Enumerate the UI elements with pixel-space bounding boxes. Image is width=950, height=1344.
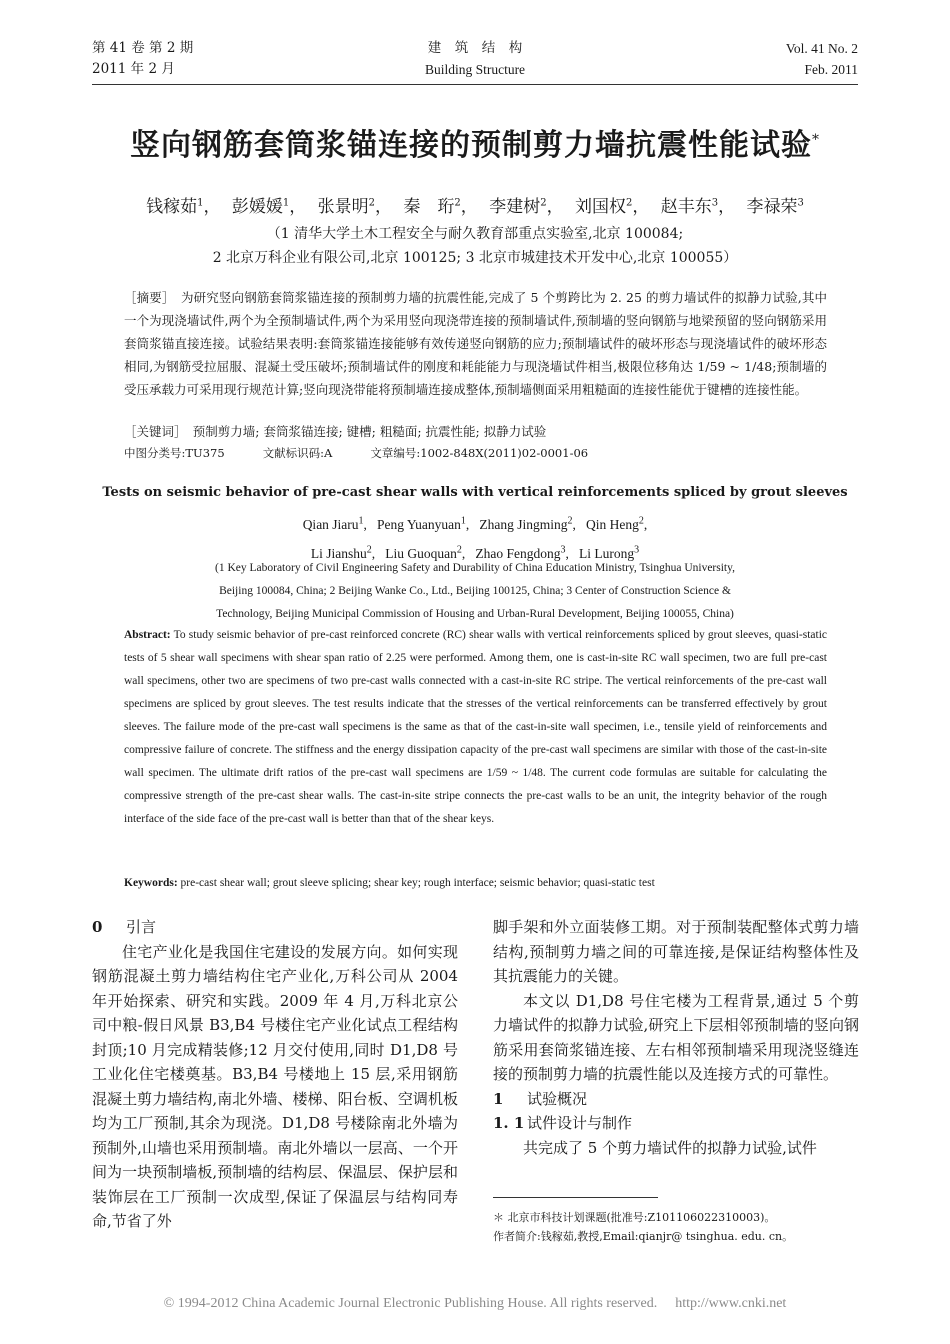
- author-en: Zhao Fengdong$^3$,: [475, 544, 576, 561]
- abstract-cn-label: ［摘要］: [124, 290, 169, 305]
- keywords-en-text: pre-cast shear wall; grout sleeve splicing; shear key; rough interface; seismic behavior; quasi-static test: [180, 877, 655, 889]
- classification-line: [124, 445, 626, 461]
- author-en: Qian Jiaru$^1$,: [302, 515, 374, 532]
- body-paragraph: 脚手架和外立面装修工期。对于预制装配整体式剪力墙结构,预制剪力墙之间的可靠连接,是保证结构整体性及其抗震能力的关键。: [493, 918, 859, 985]
- copyright-text: © 1994-2012 China Academic Journal Electronic Publishing House. All rights reserved.: [163, 1296, 658, 1311]
- section-number: 1: [493, 1089, 504, 1108]
- author-cn: 李禄荣$^3$: [746, 197, 804, 217]
- keywords-cn-text: 预制剪力墙; 套筒浆锚连接; 键槽; 粗糙面; 抗震性能; 拟静力试验: [192, 424, 547, 439]
- author-en: Zhang Jingming$^2$,: [479, 515, 583, 532]
- keywords-en-label: Keywords:: [124, 877, 178, 889]
- author-cn: 彭媛媛$^1$，: [231, 197, 307, 217]
- section-heading: [92, 915, 458, 940]
- author-cn: 李建树$^2$，: [489, 197, 564, 217]
- header-rule: [92, 84, 858, 85]
- author-cn: 赵丰东$^3$，: [660, 197, 736, 217]
- abstract-cn: [124, 286, 827, 401]
- subsection-title: 试件设计与制作: [527, 1114, 633, 1132]
- paper-title-en: Tests on seismic behavior of pre-cast shear walls with vertical reinforcements spliced by grout sleeves: [102, 485, 848, 500]
- author-en: Li Lurong$^3$: [579, 544, 640, 561]
- keywords-cn: [124, 422, 546, 440]
- volume-issue-en: Vol. 41 No. 2: [785, 41, 858, 56]
- paper-title-text: 竖向钢筋套筒浆锚连接的预制剪力墙抗震性能试验: [130, 128, 812, 163]
- keywords-en: [124, 877, 655, 889]
- article-number: 文章编号:1002-848X(2011)02-0001-06: [370, 446, 589, 460]
- section-title: 引言: [126, 918, 157, 936]
- author-en: Liu Guoquan$^2$,: [385, 544, 472, 561]
- journal-name-cn: 建 筑 结 构: [427, 40, 523, 56]
- title-footnote-mark: *: [812, 132, 820, 148]
- document-code: 文献标识码:A: [262, 446, 333, 460]
- footnote-fund: ＊ 北京市科技计划课题(批准号:Z101106022310003)。: [493, 1211, 776, 1224]
- volume-issue-cn: 第 41 卷 第 2 期: [92, 40, 194, 56]
- body-paragraph: 共完成了 5 个剪力墙试件的拟静力试验,试件: [523, 1138, 817, 1157]
- paper-title: [0, 120, 950, 164]
- authors-cn: [0, 192, 950, 217]
- date-cn: 2011 年 2 月: [92, 61, 175, 77]
- author-en: Peng Yuanyuan$^1$,: [377, 515, 477, 532]
- body-paragraph: 本文以 D1,D8 号住宅楼为工程背景,通过 5 个剪力墙试件的拟静力试验,研究上下层相邻预制墙的竖向钢筋采用套筒浆锚连接、左右相邻预制墙采用现浇竖缝连接的预制剪力墙的抗震性能以及连接方式的可靠性。: [493, 991, 859, 1083]
- abstract-en-label: Abstract:: [124, 629, 171, 641]
- author-cn: 钱稼茹$^1$，: [146, 197, 221, 217]
- copyright-url: http://www.cnki.net: [675, 1296, 787, 1311]
- affiliation-en-line: (1 Key Laboratory of Civil Engineering Safety and Durability of China Education Ministry, Tsinghua University,: [215, 562, 735, 574]
- body-right-column: [493, 915, 859, 1160]
- body-paragraph: 住宅产业化是我国住宅建设的发展方向。如何实现钢筋混凝土剪力墙结构住宅产业化,万科公司从 2004 年开始探索、研究和实践。2009 年 4 月,万科北京公司中粮-假日风景 B3,B4 号楼住宅产业化试点工程结构封顶;10 月完成精装修;12 月交付使用,同时 D1,D8 号工业化住宅楼奠基。B3,B4 号楼地上 15 层,采用钢筋混凝土剪力墙结构,南北外墙、楼梯、阳台板、空调机板均为工厂预制,其余为现浇。D1,D8 号楼除南北外墙为预制外,山墙也采用预制墙。南北外墙以一层高、一个开间为一块预制墙板,预制墙的结构层、保温层、保护层和装饰层在工厂预制一次成型,保证了保温层与结构同寿命,节省了外: [92, 942, 458, 1230]
- keywords-cn-label: ［关键词］: [124, 424, 181, 439]
- footnote-author: 作者简介:钱稼茹,教授,Email:qianjr@ tsinghua. edu. cn。: [493, 1230, 794, 1243]
- affiliation-en-line: Beijing 100084, China; 2 Beijing Wanke Co., Ltd., Beijing 100125, China; 3 Center of Construction Science &: [219, 585, 731, 597]
- body-left-column: [92, 915, 458, 1234]
- abstract-cn-text: 为研究竖向钢筋套筒浆锚连接的预制剪力墙的抗震性能,完成了 5 个剪跨比为 2. 25 的剪力墙试件的拟静力试验,其中一个为现浇墙试件,两个为全预制墙试件,两个为采用竖向现浇带连接的预制墙试件,预制墙的竖向钢筋与地梁预留的竖向钢筋采用套筒浆锚直接连接。试验结果表明:套筒浆锚连接能够有效传递竖向钢筋的应力;预制墙试件的破坏形态与现浇墙试件的破坏形态相同,为钢筋受拉屈服、混凝土受压破坏;预制墙试件的刚度和耗能能力与现浇墙试件相当,极限位移角达 1/59 ~ 1/48;预制墙的受压承载力可采用现行规范计算;竖向现浇带能将预制墙连接成整体,预制墙侧面采用粗糙面的连接性能优于键槽的连接性能。: [124, 290, 827, 397]
- affiliation-cn-line: 2 北京万科企业有限公司,北京 100125; 3 北京市城建技术开发中心,北京 100055）: [212, 250, 738, 266]
- subsection-heading: [493, 1111, 859, 1136]
- affiliation-cn-line: （1 清华大学土木工程安全与耐久教育部重点实验室,北京 100084;: [266, 226, 684, 242]
- affiliation-en-line: Technology, Beijing Municipal Commission of Housing and Urban-Rural Development, Beijing 100055, China): [216, 608, 734, 620]
- abstract-en-text: To study seismic behavior of pre-cast reinforced concrete (RC) shear walls with vertical reinforcements spliced by grout sleeves, quasi-static tests of 5 shear wall specimens with shear span ratio of 2.25 were performed. Among them, one is cast-in-site RC wall specimen, two are full pre-cast wall specimens, other two are specimens of two pre-cast walls connected with a cast-in-site RC stripe. The vertical reinforcements of the pre-cast wall specimens are spliced by grout sleeves. The test results indicate that the stresses of the vertical reinforcements can be transferred effectively by grout sleeves. The failure mode of the pre-cast wall specimens is the same as that of the cast-in-site wall specimen, i.e., tensile yield of reinforcements and compressive failure of concrete. The stiffness and the energy dissipation capacity of the pre-cast wall specimens are similar with those of the cast-in-site wall specimen. The ultimate drift ratios of the pre-cast wall specimens are 1/59 ~ 1/48. The current code formulas are suitable for calculating the compressive strength of the pre-cast shear walls. The cast-in-site stripe connects the pre-cast walls to be an unit, the integrity behavior of the rough interface of the side face of the pre-cast wall is better than that of the shear keys.: [124, 629, 827, 825]
- copyright-line: [0, 1296, 950, 1312]
- section-heading: [493, 1087, 859, 1112]
- date-en: Feb. 2011: [804, 62, 858, 77]
- subsection-number: 1. 1: [493, 1114, 525, 1132]
- clc-number: 中图分类号:TU375: [124, 446, 225, 460]
- affiliations-en: [0, 557, 950, 626]
- journal-name-en: Building Structure: [424, 62, 526, 77]
- author-cn: 张景明$^2$，: [317, 197, 393, 217]
- footnote-rule: [493, 1197, 658, 1198]
- authors-en-line: [0, 508, 950, 538]
- header-right: [786, 38, 858, 80]
- footnotes: [493, 1208, 859, 1246]
- section-number: 0: [92, 918, 103, 936]
- author-cn: 秦 珩$^2$，: [403, 197, 478, 217]
- author-cn: 刘国权$^2$，: [574, 197, 650, 217]
- abstract-en: [124, 624, 827, 831]
- affiliations-cn: [0, 222, 950, 270]
- author-en: Qin Heng$^2$,: [586, 515, 648, 532]
- author-en: Li Jianshu$^2$,: [310, 544, 382, 561]
- section-title: 试验概况: [527, 1089, 588, 1108]
